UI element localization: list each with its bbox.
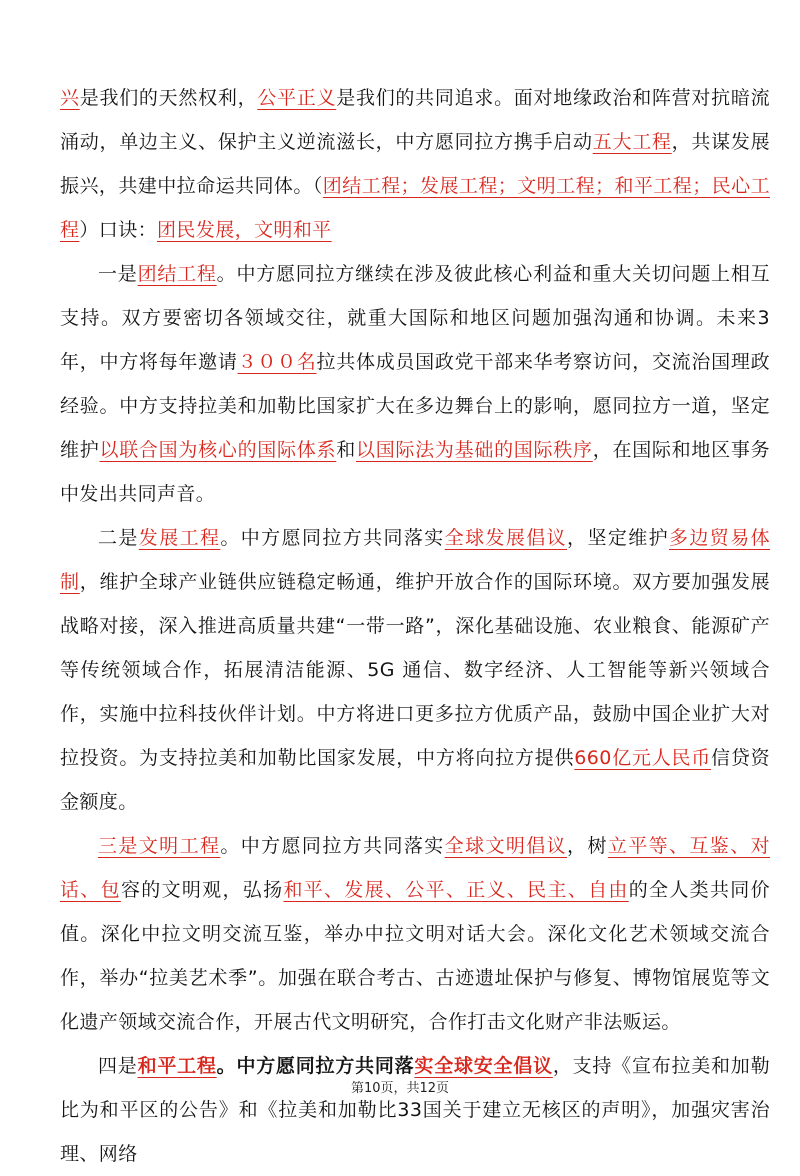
highlight-text: 团结工程；发展工程；文明工程；和平工程；民心工程 bbox=[60, 175, 770, 241]
highlight-text: 多边贸易体制 bbox=[60, 527, 770, 593]
paragraph-peace-project bbox=[60, 1044, 770, 1176]
body-text: 。中方愿同拉方继续在涉及彼此核心利益和重大关切问题上相互支持。双方要密切各领域交往，就重大国际和地区问题加强沟通和协调。未来3年，中方将每年邀请 bbox=[60, 263, 770, 373]
highlight-text: 发展工程 bbox=[138, 527, 221, 549]
body-text: 。中方愿同拉方共同落实 bbox=[220, 835, 445, 857]
highlight-text: 立平等、互鉴、对话、包 bbox=[60, 835, 770, 901]
body-text: 。中方愿同拉方共同落 bbox=[216, 1055, 415, 1077]
highlight-text: 全球文明倡议 bbox=[444, 835, 568, 857]
paragraph-development-project bbox=[60, 516, 770, 824]
highlight-text: 以国际法为基础的国际秩序 bbox=[355, 439, 593, 461]
paragraph-civilization-project bbox=[60, 824, 770, 1044]
highlight-text: 全球发展倡议 bbox=[444, 527, 568, 549]
body-text: ，在国际和地区事务中发出共同声音。 bbox=[60, 439, 770, 505]
body-text: ，树 bbox=[567, 835, 608, 857]
body-text: 四是 bbox=[98, 1055, 138, 1077]
highlight-text: 实全球安全倡议 bbox=[414, 1055, 553, 1077]
highlight-text: 五大工程 bbox=[592, 131, 672, 153]
highlight-text: 和平工程 bbox=[137, 1055, 217, 1077]
document-page bbox=[60, 76, 770, 1176]
body-text: 是我们的天然权利， bbox=[79, 87, 258, 109]
body-text: 。中方愿同拉方共同落实 bbox=[220, 527, 445, 549]
body-text: 和 bbox=[336, 439, 356, 461]
body-text: ，支持《宣布拉美和加勒比为和平区的公告》和《拉美和加勒比33国关于建立无核区的声明》，加强灾害治理、网络 bbox=[60, 1055, 770, 1165]
highlight-text: 团结工程 bbox=[137, 263, 217, 285]
highlight-text: ３００名 bbox=[237, 351, 317, 373]
highlight-text: 以联合国为核心的国际体系 bbox=[99, 439, 337, 461]
page-number-footer: 第10页，共12页 bbox=[350, 1081, 450, 1096]
highlight-text: 660亿元人民币 bbox=[574, 747, 712, 769]
highlight-text: 公平正义 bbox=[257, 87, 337, 109]
body-text: ，维护全球产业链供应链稳定畅通，维护开放合作的国际环境。双方要加强发展战略对接，深入推进高质量共建“一带一路”，深化基础设施、农业粮食、能源矿产等传统领域合作，拓展清洁能源、5G 通信、数字经济、人工智能等新兴领域合作，实施中拉科技伙伴计划。中方将进口更多拉方优质产品，鼓励中国企业扩大对拉投资。为支持拉美和加勒比国家发展，中方将向拉方提供 bbox=[60, 571, 770, 769]
highlight-text: 三是文明工程 bbox=[98, 835, 221, 857]
body-text: ，共谋发展振兴，共建中拉命运共同体。（ bbox=[60, 131, 770, 197]
body-text: 容的文明观，弘扬 bbox=[120, 879, 284, 901]
body-text: 一是 bbox=[98, 263, 138, 285]
body-text: ）口诀： bbox=[79, 219, 158, 241]
highlight-text: 兴 bbox=[60, 87, 80, 109]
body-text: 的全人类共同价值。深化中拉文明交流互鉴，举办中拉文明对话大会。深化文化艺术领域交流合作，举办“拉美艺术季”。加强在联合考古、古迹遗址保护与修复、博物馆展览等文化遗产领域交流合作，开展古代文明研究，合作打击文化财产非法贩运。 bbox=[60, 879, 770, 1033]
body-text: 拉共体成员国政党干部来华考察访问，交流治国理政经验。中方支持拉美和加勒比国家扩大在多边舞台上的影响，愿同拉方一道，坚定维护 bbox=[60, 351, 770, 461]
body-text: ，坚定维护 bbox=[567, 527, 670, 549]
body-text: 信贷资金额度。 bbox=[60, 747, 771, 813]
mnemonic-text: 团民发展，文明和平 bbox=[157, 219, 332, 241]
highlight-text: 和平、发展、公平、正义、民主、自由 bbox=[283, 879, 629, 901]
body-text: 二是 bbox=[98, 527, 139, 549]
body-text: 是我们的共同追求。面对地缘政治和阵营对抗暗流涌动，单边主义、保护主义逆流滋长，中方愿同拉方携手启动 bbox=[60, 87, 770, 153]
paragraph-unity-project bbox=[60, 252, 770, 516]
paragraph-intro bbox=[60, 76, 770, 252]
